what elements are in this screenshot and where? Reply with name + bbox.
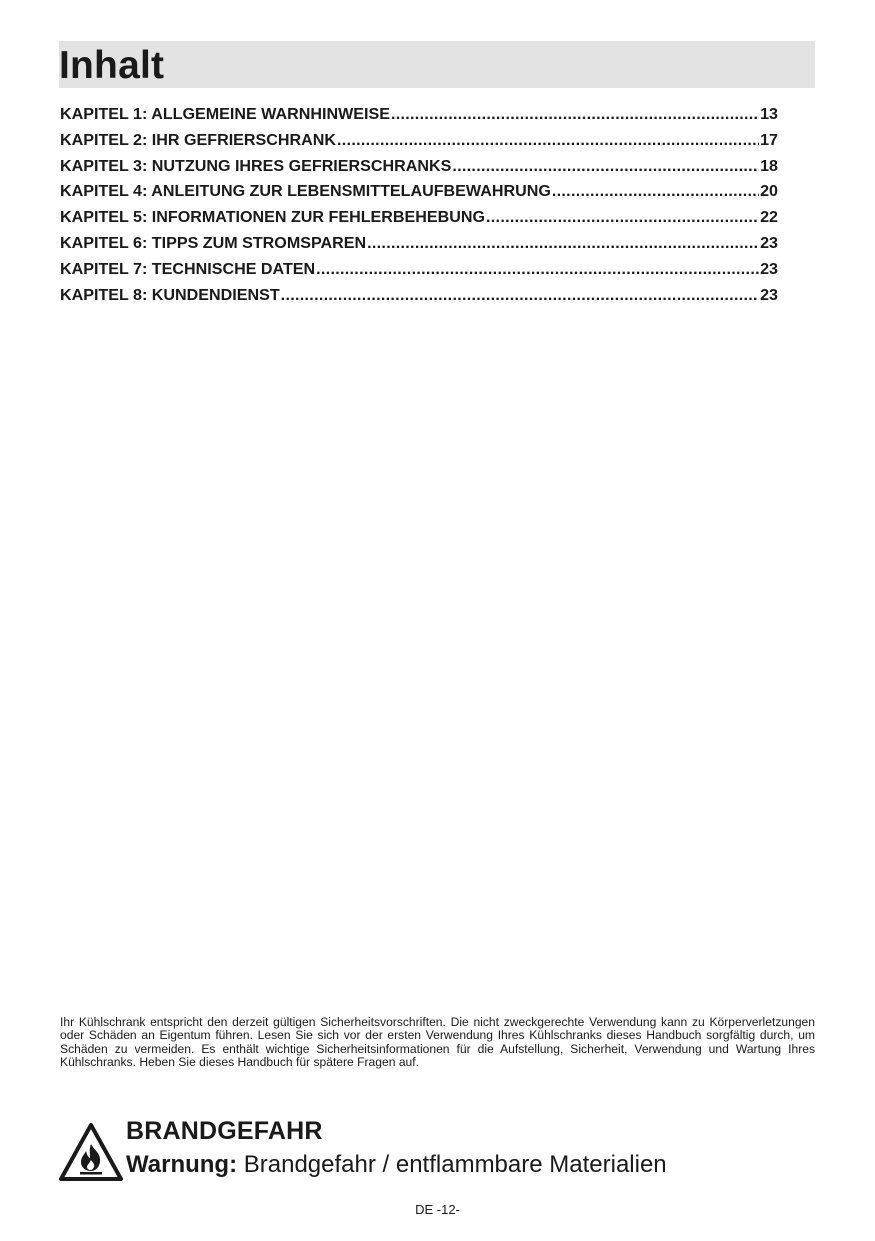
warning-text: Brandgefahr / entflammbare Materialien [237,1151,667,1178]
toc-leader [391,105,759,123]
warning-line [126,1151,667,1179]
toc-entry-label: KAPITEL 5: INFORMATIONEN ZUR FEHLERBEHEBUNG [60,208,485,227]
toc-leader [367,234,759,252]
toc-entry-label: KAPITEL 4: ANLEITUNG ZUR LEBENSMITTELAUFBEWAHRUNG [60,182,551,201]
table-of-contents [60,105,778,311]
title-bar [59,41,815,88]
toc-entry[interactable] [60,105,778,131]
toc-entry-page: 20 [760,182,778,201]
toc-entry[interactable] [60,208,778,234]
toc-entry-page: 23 [760,285,778,304]
toc-entry-page: 13 [760,105,778,123]
toc-entry[interactable] [60,182,778,208]
toc-leader [486,208,759,226]
page-title: Inhalt [59,44,165,87]
toc-leader [316,260,759,278]
toc-entry[interactable] [60,260,778,286]
toc-entry-label: KAPITEL 7: TECHNISCHE DATEN [60,259,316,278]
toc-entry-page: 23 [760,259,778,278]
toc-leader [552,182,759,200]
toc-entry-page: 17 [760,130,778,149]
toc-entry-label: KAPITEL 6: TIPPS ZUM STROMSPAREN [60,233,367,252]
toc-entry-label: KAPITEL 1: ALLGEMEINE WARNHINWEISE [60,105,390,123]
page-number: DE -12- [415,1202,460,1217]
warning-title: BRANDGEFAHR [126,1117,323,1145]
toc-entry-label: KAPITEL 2: IHR GEFRIERSCHRANK [60,130,336,149]
toc-leader [452,157,759,175]
toc-entry[interactable] [60,157,778,183]
toc-entry[interactable] [60,234,778,260]
toc-leader [337,131,759,149]
toc-entry[interactable] [60,131,778,157]
toc-entry-label: KAPITEL 8: KUNDENDIENST [60,285,280,304]
fire-warning-icon [58,1122,124,1182]
toc-entry[interactable] [60,286,778,312]
toc-entry-page: 22 [760,208,778,227]
intro-paragraph: Ihr Kühlschrank entspricht den derzeit gültigen Sicherheitsvorschriften. Die nicht zweckgerechte Verwendung kann zu Körperverletzungen oder Schäden an Eigentum führen. Lesen Sie sich vor der ersten Verwendung Ihres Kühlschranks dieses Handbuch sorgfältig durch, um Schäden zu vermeiden. Es enthält wichtige Sicherheitsinformationen für die Aufstellung, Sicherheit, Verwendung und Wartung Ihres Kühlschranks. Heben Sie dieses Handbuch für spätere Fragen auf. [60,1015,815,1069]
toc-entry-label: KAPITEL 3: NUTZUNG IHRES GEFRIERSCHRANKS [60,156,452,175]
warning-label: Warnung: [126,1151,238,1178]
toc-entry-page: 18 [760,156,778,175]
toc-leader [281,286,759,304]
toc-entry-page: 23 [760,233,778,252]
